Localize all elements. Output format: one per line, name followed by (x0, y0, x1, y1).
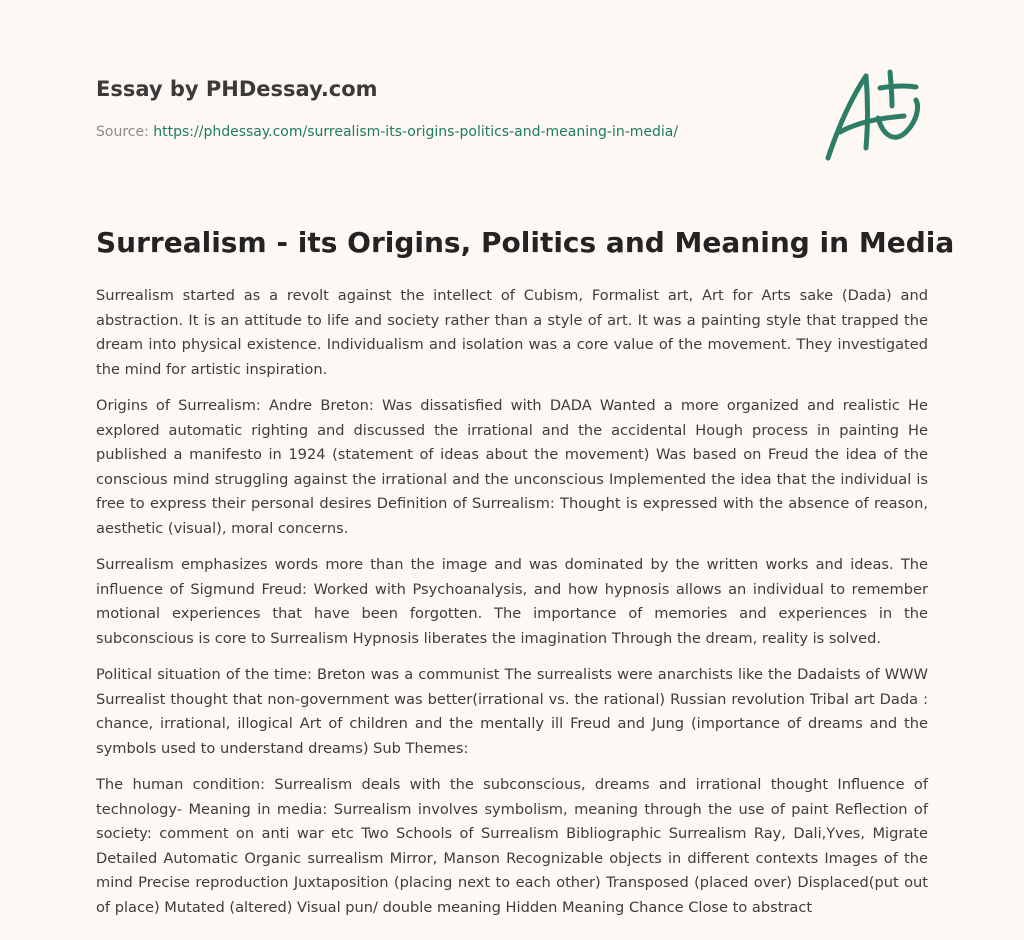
source-label: Source: (96, 124, 154, 140)
article-title: Surrealism - its Origins, Politics and Meaning in Media (96, 226, 955, 259)
paragraph-2: Origins of Surrealism: Andre Breton: Was dissatisfied with DADA Wanted a more organized and realistic He explored automatic righting and discussed the irrational and the accidental Hough process in painting He published a manifesto in 1924 (statement of ideas about the movement) Was based on Freud the idea of the conscious mind struggling against the irrational and the unconscious Implemented the idea that the individual is free to express their personal desires Definition of Surrealism: Thought is expressed with the absence of reason, aesthetic (visual), moral concerns. (96, 397, 928, 537)
paragraph-1: Surrealism started as a revolt against the intellect of Cubism, Formalist art, Art for Arts sake (Dada) and abstraction. It is an attitude to life and society rather than a style of art. It was a painting style that trapped the dream into physical existence. Individualism and isolation was a core value of the movement. They investigated the mind for artistic inspiration. (96, 287, 928, 378)
a-plus-grade-icon (822, 66, 932, 166)
source-link[interactable]: https://phdessay.com/surrealism-its-origins-politics-and-meaning-in-media/ (153, 124, 679, 140)
article-body (96, 284, 928, 932)
source-line (96, 124, 678, 140)
paragraph-4: Political situation of the time: Breton was a communist The surrealists were anarchists like the Dadaists of WWW Surrealist thought that non-government was better(irrational vs. the rational) Russian revolution Tribal art Dada : chance, irrational, illogical Art of children and the mentally ill Freud and Jung (importance of dreams and the symbols used to understand dreams) Sub Themes: (96, 666, 928, 757)
site-brand: Essay by PHDessay.com (96, 77, 378, 101)
paragraph-5: The human condition: Surrealism deals with the subconscious, dreams and irrational thought Influence of technology- Meaning in media: Surrealism involves symbolism, meaning through the use of paint Reflection of society: comment on anti war etc Two Schools of Surrealism Bibliographic Surrealism Ray, Dali,Yves, Migrate Detailed Automatic Organic surrealism Mirror, Manson Recognizable objects in different contexts Images of the mind Precise reproduction Juxtaposition (placing next to each other) Transposed (placed over) Displaced(put out of place) Mutated (altered) Visual pun/ double meaning Hidden Meaning Chance Close to abstract (96, 776, 928, 916)
paragraph-3: Surrealism emphasizes words more than the image and was dominated by the written works and ideas. The influence of Sigmund Freud: Worked with Psychoanalysis, and how hypnosis allows an individual to remember motional experiences that have been forgotten. The importance of memories and experiences in the subconscious is core to Surrealism Hypnosis liberates the imagination Through the dream, reality is solved. (96, 556, 928, 647)
